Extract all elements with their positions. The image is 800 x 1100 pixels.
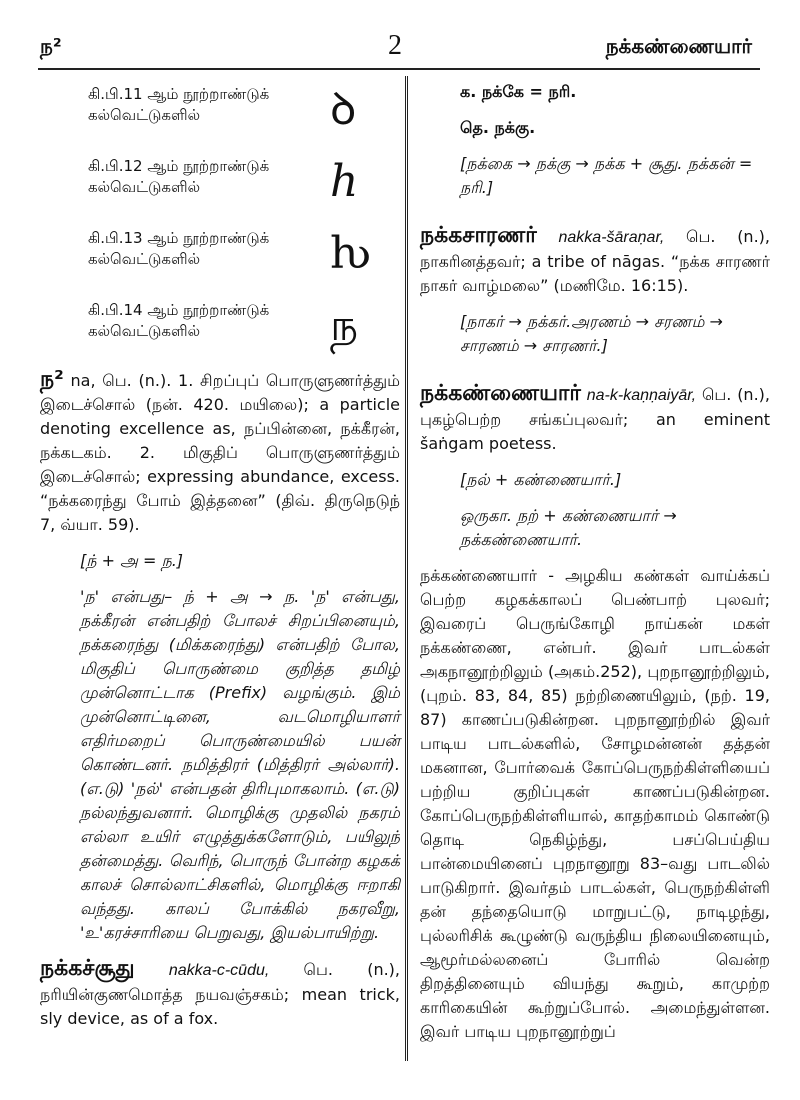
inscription-label: கி.பி.11 ஆம் நூற்றாண்டுக் கல்வெட்டுகளில் [88,85,270,124]
inscription-label: கி.பி.13 ஆம் நூற்றாண்டுக் கல்வெட்டுகளில் [88,229,270,268]
headword: நக்கச்சூது [40,956,135,981]
headword: நக்கசாரணர் [420,223,537,248]
entry-text: பெ. (n.), நரியின்குணமொத்த நயவஞ்சகம்; mean trick, sly device, as of a fox. [40,960,401,1028]
header-left-letter: ந² [40,34,62,58]
entry-nakkasaranar [420,224,770,298]
entry-text: பெ. (n.), நாகரினத்தவர்; a tribe of nāgas. “நக்க சாரணர் நாகர் வாழ்மலை” (மணிமே. 16:15). [420,227,770,295]
derivation-alt: ஒருகா. நற் + கண்ணையார் → நக்கண்ணையார். [460,506,677,549]
inscription-label: கி.பி.12 ஆம் நூற்றாண்டுக் கல்வெட்டுகளில் [88,157,270,196]
inscription-row [40,152,400,224]
inscription-glyph: ꝺ [330,84,357,135]
cognate-telugu: தெ. நக்கு. [460,118,536,137]
transliteration: nakka-šāraṇar, [558,229,665,246]
etymology-note: 'ந' என்பது– ந் + அ → ந. 'ந' என்பது, நக்கீரன் என்பதிற் போலச் சிறப்பினையும், நக்கரைந்து (மிக்கரைந்து) என்பதிற் போல, மிகுதிப் பொருண்மை குறித்த தமிழ் முன்னொட்டாக (Prefix) வழங்கும். இம் முன்னொட்டினை, வடமொழியாளர் எதிர்மறைப் பொருண்மையில் பயன் கொண்டனர். நமித்திரர் (மித்திரர் அல்லார்). (எ.டு) 'நல்' என்பதன் திரிபுமாகலாம். (எ.டு) நல்லந்துவனார். மொழிக்கு முதலில் நகரம் எல்லா உயிர் எழுத்துக்களோடும், பயிலுந் தன்மைத்து. வெரிந், பொருந் போன்ற கழகக் காலச் சொல்லாட்சிகளில், மொழிக்கு ஈறாகி வந்தது. காலப் போக்கில் நகரவீறு, 'உ'கரச்சாரியை பெறுவது, இயல்பாயிற்று. [80,587,400,942]
derivation: [நல் + கண்ணையார்.] [460,470,622,489]
entry-text: na, பெ. (n.). 1. சிறப்புப் பொருளுணர்த்தும் இடைச்சொல் (நன். 420. மயிலை); a particle denoting excellence as, நப்பின்னை, நக்கீரன், நக்கடகம். 2. மிகுதிப் பொருளுணர்த்தும் இடைச்சொல்; expressing abundance, excess. “நக்கரைந்து போம் இத்தனை” (திவ். திருநெடுந் 7, வ்யா. 59). [40,371,400,534]
headword: ந² [40,367,64,392]
left-column [40,80,400,1031]
inscription-row [40,80,400,152]
inscription-row [40,296,400,368]
derivation: [ந் + அ = ந.] [80,551,184,570]
header-rule [38,68,760,70]
right-column [420,80,770,1044]
entry-nakkannaiyar [420,382,770,456]
transliteration: nakka-c-cūdu, [168,962,270,979]
inscription-glyph: ℎ [330,156,359,207]
headword: நக்கண்ணையார் [420,381,581,406]
inscription-row [40,224,400,296]
inscription-glyph: ந [330,300,359,351]
entry-na [40,368,400,537]
cognate-kannada: க. நக்கே = நரி. [460,82,577,101]
page-number: 2 [388,30,402,61]
derivation: [நக்கை → நக்கு → நக்க + சூது. நக்கன் = நரி.] [460,154,753,197]
biography-text: நக்கண்ணையார் - அழகிய கண்கள் வாய்க்கப் பெற்ற கழகக்காலப் பெண்பாற் புலவர்; இவரைப் பெருங்கோழி நாய்கன் மகள் நக்கண்ணை, என்பர். இவர் பாடல்கள் அகநானூற்றிலும் (அகம்.252), புறநானூற்றிலும், (புறம். 83, 84, 85) நற்றிணையிலும், (நற். 19, 87) காணப்படுகின்றன. புறநானூற்றில் இவர் பாடிய பாடல்களில், சோழமன்னன் தத்தன் மகனான, போர்வைக் கோப்பெருநற்கிள்ளியைப் பற்றிய குறிப்புகள் காணப்படுகின்றன. கோப்பெருநற்கிள்ளியால், காதற்காமம் கொண்டு தொடி நெகிழ்ந்து, பசப்பெய்திய பான்மையினைப் புறநானூறு 83–வது பாடலில் பாடுகிறார். இவர்தம் பாடல்கள், பெருநற்கிள்ளி தன் தந்தையொடு மாறுபட்டு, நாடிழந்து, புல்லரிசிக் கூழுண்டு வருந்திய நிலையினையும், ஆமூர்மல்லனைப் போரில் வென்ற திறத்தினையும் வியந்து கூறும், காமுற்ற காரிகையின் கூற்றுப்போல். அமைந்துள்ளன. இவர் பாடிய புறநானூற்றுப் [420,566,770,1041]
inscription-glyph: ƕ [330,228,372,279]
transliteration: na-k-kaṇṇaiyār, [586,387,697,404]
inscription-label: கி.பி.14 ஆம் நூற்றாண்டுக் கல்வெட்டுகளில் [88,301,270,340]
column-divider [405,76,408,1061]
entry-text: பெ. (n.), புகழ்பெற்ற சங்கப்புலவர்; an eminent šaṅgam poetess. [420,385,770,453]
entry-nakkacudu [40,957,400,1031]
derivation: [நாகர் → நக்கர்.அரணம் → சரணம் → சாரணம் → சாரணர்.] [460,312,723,355]
header-right-word: நக்கண்ணையார் [605,34,752,58]
